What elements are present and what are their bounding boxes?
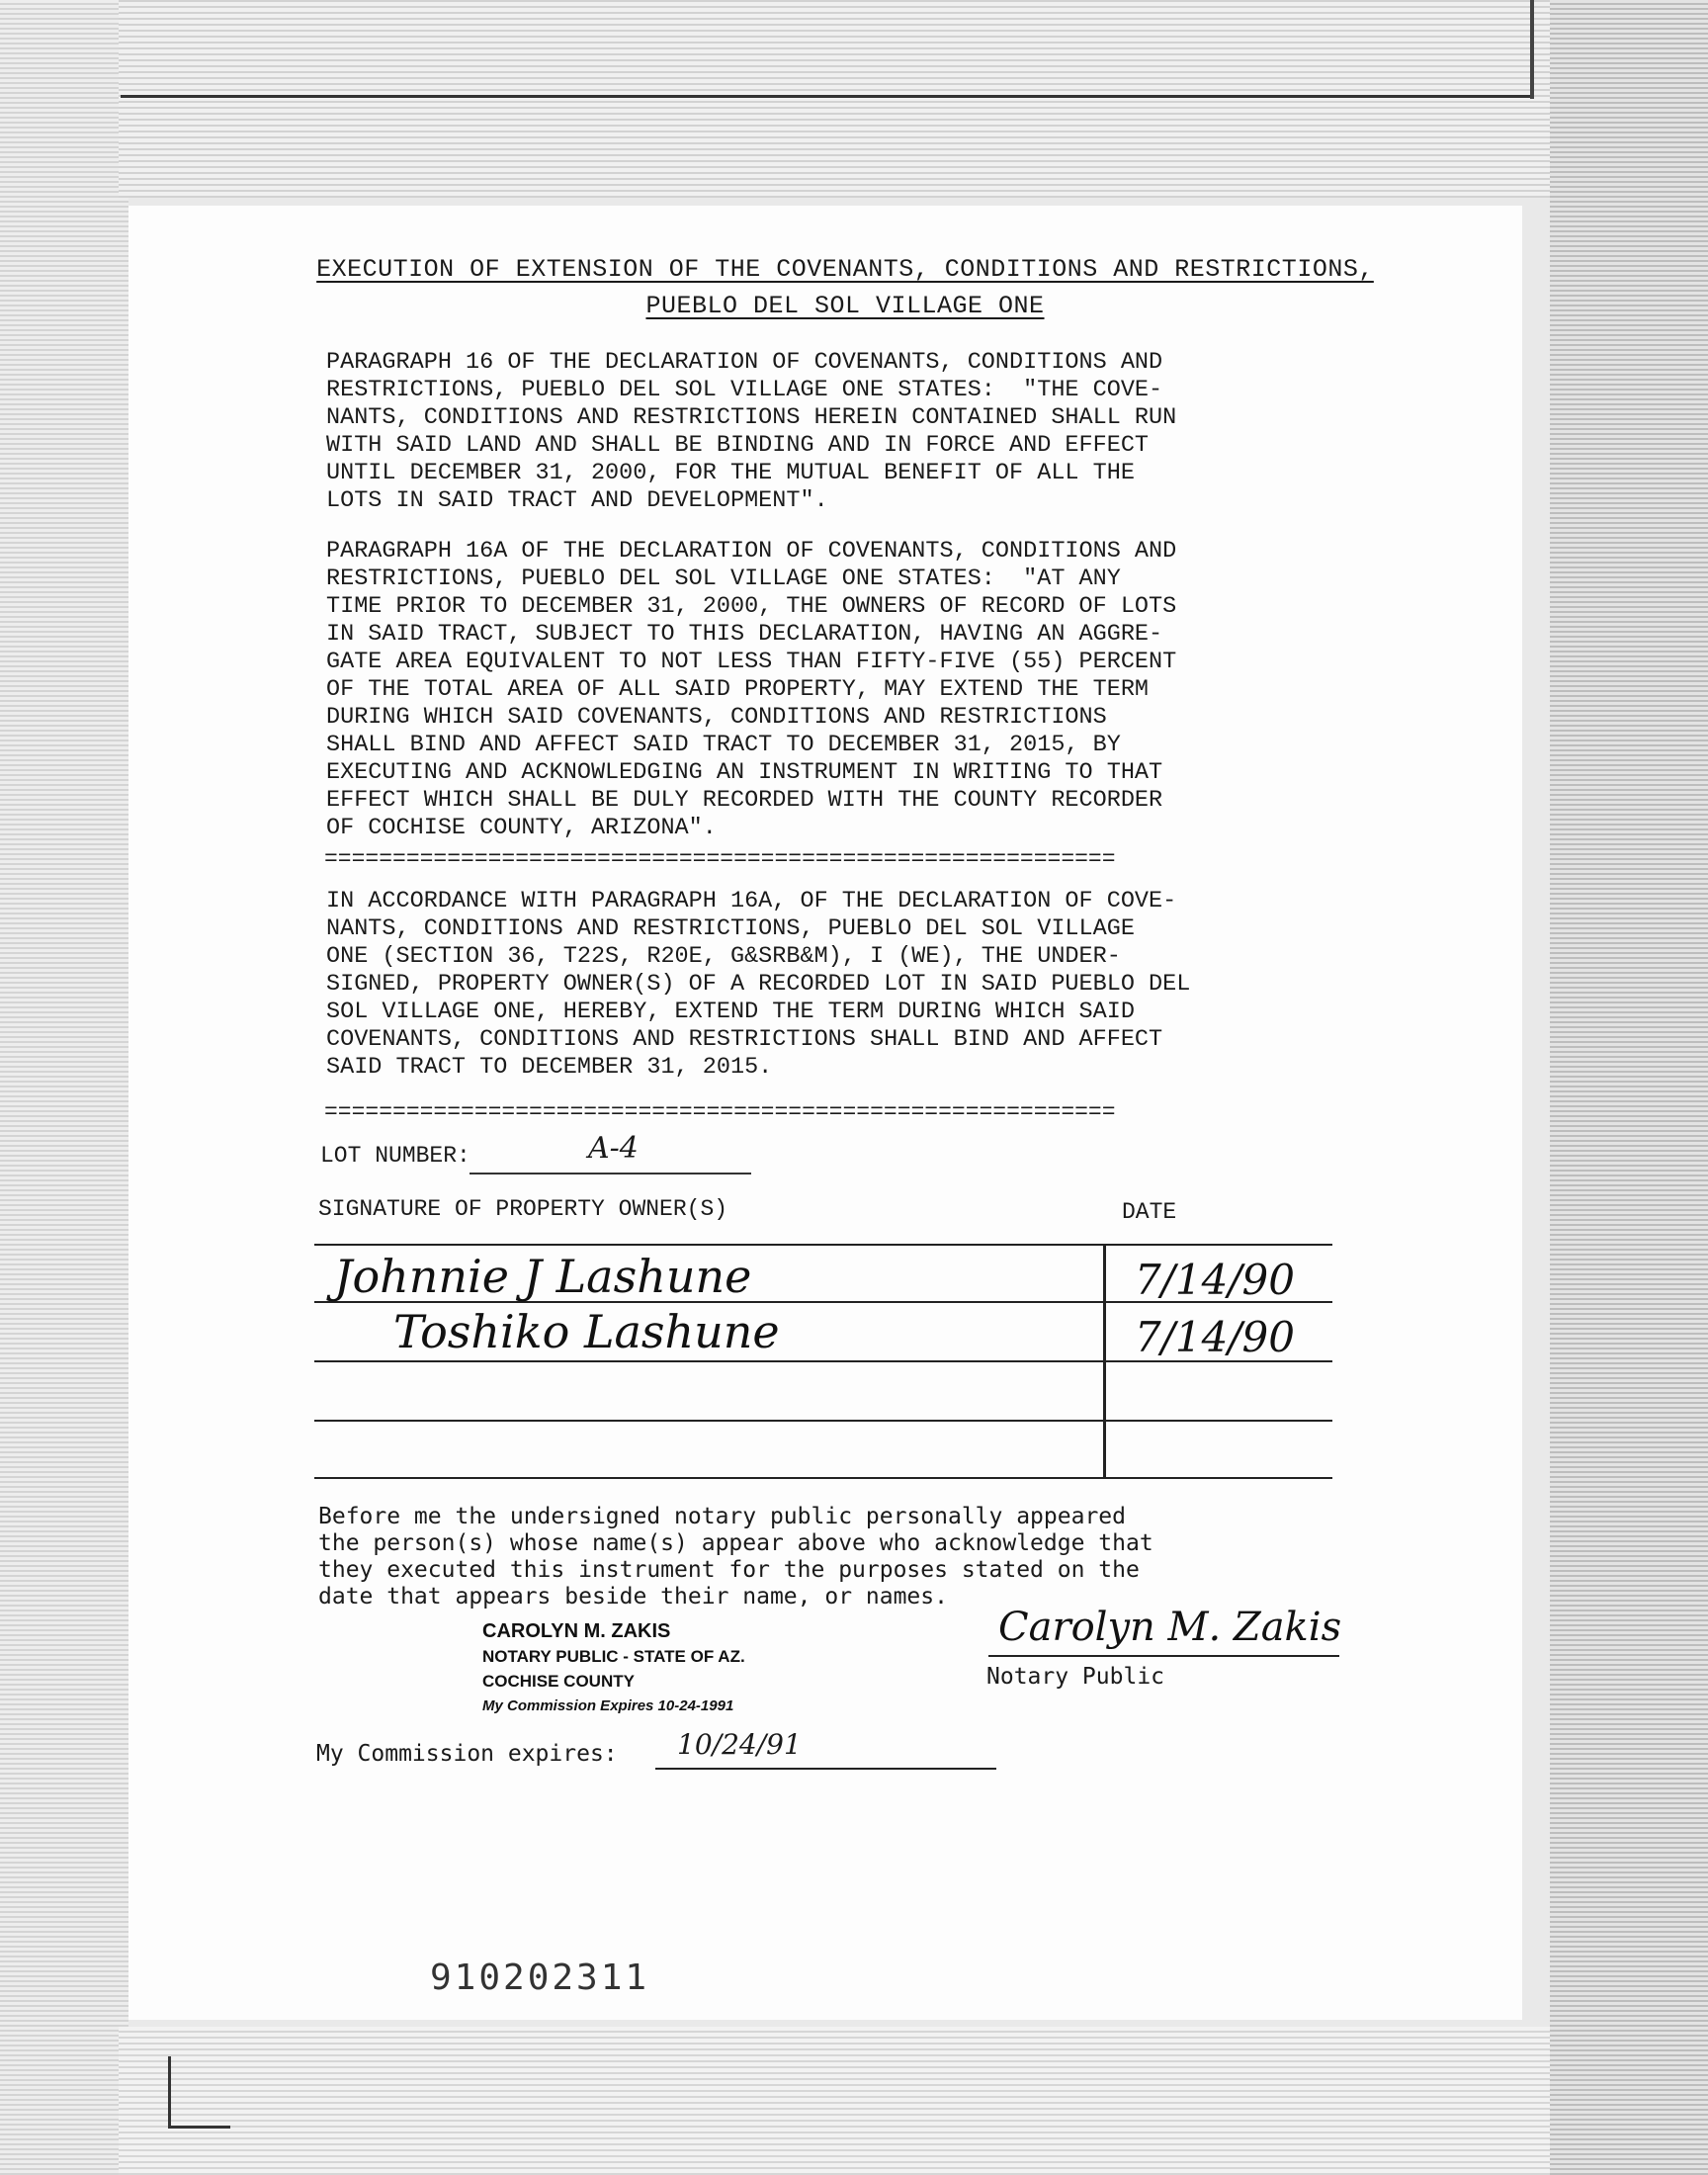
signature-label: SIGNATURE OF PROPERTY OWNER(S): [318, 1196, 728, 1222]
document-title: [272, 255, 1418, 320]
signature-table: [314, 1244, 1332, 1481]
stamp-county: COCHISE COUNTY: [482, 1672, 635, 1691]
lot-number-value: A-4: [588, 1131, 639, 1166]
date-label: DATE: [1122, 1199, 1177, 1225]
stamp-commission: My Commission Expires 10-24-1991: [482, 1697, 734, 1714]
notary-signature-line: [988, 1655, 1339, 1657]
lot-number-underline: [470, 1173, 751, 1174]
scan-noise-bottom: [119, 2027, 1680, 2175]
title-line-2: PUEBLO DEL SOL VILLAGE ONE: [645, 292, 1045, 320]
paragraph-extension: IN ACCORDANCE WITH PARAGRAPH 16A, OF THE DECLARATION OF COVE- NANTS, CONDITIONS AND RESTRICTIONS, PUEBLO DEL SOL VILLAGE ONE (SECTION 36, T22S, R20E, G&SRB&M), I (WE), THE UNDER- SIGNED, PROPERTY OWNER(S) OF A RECORDED LOT IN SAID PUEBLO DEL SOL VILLAGE ONE, HEREBY, EXTEND THE TERM DURING WHICH SAID COVENANTS, CONDITIONS AND RESTRICTIONS SHALL BIND AND AFFECT SAID TRACT TO DECEMBER 31, 2015.: [326, 888, 1191, 1081]
signature-date-1: 7/14/90: [1135, 1256, 1295, 1304]
document-page: [128, 206, 1522, 2020]
scan-noise-top: [119, 0, 1562, 198]
table-line: [314, 1477, 1332, 1479]
scan-noise-left: [0, 0, 128, 2175]
table-line: [314, 1420, 1332, 1422]
divider-2: ==========================================================: [324, 1099, 1116, 1125]
divider-1: ==========================================================: [324, 846, 1116, 872]
notary-public-label: Notary Public: [986, 1664, 1165, 1690]
stamp-title: NOTARY PUBLIC - STATE OF AZ.: [482, 1647, 745, 1666]
scan-edge-top-right: [1530, 0, 1534, 99]
table-line: [314, 1244, 1332, 1246]
owner-signature-1: Johnnie J Lashune: [334, 1250, 752, 1303]
commission-label: My Commission expires:: [316, 1741, 618, 1767]
paragraph-16a: PARAGRAPH 16A OF THE DECLARATION OF COVENANTS, CONDITIONS AND RESTRICTIONS, PUEBLO DEL SOL VILLAGE ONE STATES: "AT ANY TIME PRIOR TO DECEMBER 31, 2000, THE OWNERS OF RECORD OF LOTS IN SAID TRACT, SUBJECT TO THIS DECLARATION, HAVING AN AGGRE- GATE AREA EQUIVALENT TO NOT LESS THAN FIFTY-FIVE (55) PERCENT OF THE TOTAL AREA OF ALL SAID PROPERTY, MAY EXTEND THE TERM DURING WHICH SAID COVENANTS, CONDITIONS AND RESTRICTIONS SHALL BIND AND AFFECT SAID TRACT TO DECEMBER 31, 2015, BY EXECUTING AND ACKNOWLEDGING AN INSTRUMENT IN WRITING TO THAT EFFECT WHICH SHALL BE DULY RECORDED WITH THE COUNTY RECORDER OF COCHISE COUNTY, ARIZONA".: [326, 538, 1177, 841]
notary-signature: Carolyn M. Zakis: [998, 1605, 1342, 1650]
title-line-1: EXECUTION OF EXTENSION OF THE COVENANTS, CONDITIONS AND RESTRICTIONS,: [316, 255, 1374, 284]
stamp-name: CAROLYN M. ZAKIS: [482, 1620, 671, 1642]
scan-noise-right: [1550, 0, 1708, 2175]
scan-edge-top: [121, 95, 1534, 98]
notary-stamp: [482, 1619, 745, 1718]
signature-date-2: 7/14/90: [1135, 1313, 1295, 1361]
commission-value: 10/24/91: [677, 1728, 802, 1761]
document-number: 910202311: [430, 1958, 650, 1998]
owner-signature-2: Toshiko Lashune: [393, 1305, 780, 1358]
paragraph-16: PARAGRAPH 16 OF THE DECLARATION OF COVENANTS, CONDITIONS AND RESTRICTIONS, PUEBLO DEL SOL VILLAGE ONE STATES: "THE COVE- NANTS, CONDITIONS AND RESTRICTIONS HEREIN CONTAINED SHALL RUN WITH SAID LAND AND SHALL BE BINDING AND IN FORCE AND EFFECT UNTIL DECEMBER 31, 2000, FOR THE MUTUAL BENEFIT OF ALL THE LOTS IN SAID TRACT AND DEVELOPMENT".: [326, 349, 1177, 514]
notary-acknowledgment: Before me the undersigned notary public personally appeared the person(s) whose name(s) appear above who acknowledge that they executed this instrument for the purposes stated on the date that appears beside their name, or names.: [318, 1504, 1153, 1610]
table-divider: [1103, 1244, 1106, 1479]
commission-underline: [655, 1768, 996, 1770]
scan-corner-mark: [168, 2056, 230, 2129]
lot-number-label: LOT NUMBER:: [320, 1143, 470, 1169]
